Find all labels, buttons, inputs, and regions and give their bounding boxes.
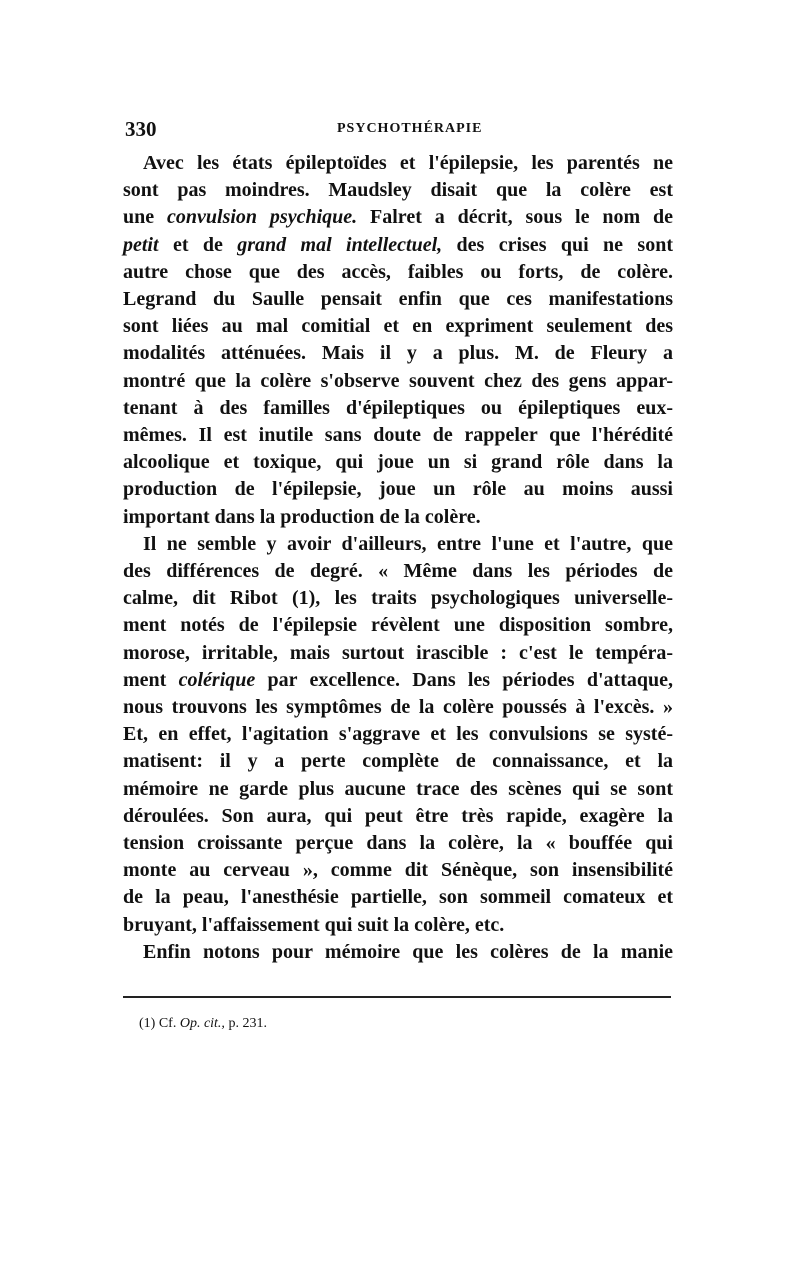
text-line: sont liées au mal comitial et en expriment seulement des xyxy=(123,315,673,338)
page-number: 330 xyxy=(125,117,157,141)
text-line: morose, irritable, mais surtout irascible : c'est le tempéra- xyxy=(123,641,673,664)
text-line: Et, en effet, l'agitation s'aggrave et les convulsions se systé- xyxy=(123,723,673,746)
text-line: tension croissante perçue dans la colère, la « bouffée qui xyxy=(123,832,673,855)
footnote-rule xyxy=(123,996,671,998)
text-line: monte au cerveau », comme dit Sénèque, son insensibilité xyxy=(123,859,673,882)
text-line: Avec les états épileptoïdes et l'épilepsie, les parentés ne xyxy=(143,152,673,174)
italic-term: petit xyxy=(123,233,159,256)
text-line: bruyant, l'affaissement qui suit la colère, etc. xyxy=(123,913,505,936)
text-line: important dans la production de la colère. xyxy=(123,505,481,528)
text-line: montré que la colère s'observe souvent chez des gens appar- xyxy=(123,369,673,392)
text-line: autre chose que des accès, faibles ou forts, de colère. xyxy=(123,260,673,283)
text-line: de la peau, l'anesthésie partielle, son sommeil comateux et xyxy=(123,886,673,909)
footnote-marker: (1) xyxy=(139,1016,156,1031)
text-line: tenant à des familles d'épileptiques ou épileptiques eux- xyxy=(123,396,673,419)
text-line: mémoire ne garde plus aucune trace des scènes qui se sont xyxy=(123,777,673,800)
text-line: sont pas moindres. Maudsley disait que la colère est xyxy=(123,179,673,202)
text-line: des différences de degré. « Même dans les périodes de xyxy=(123,560,673,583)
text-line: Il ne semble y avoir d'ailleurs, entre l'une et l'autre, que xyxy=(143,532,673,555)
paragraph-2 xyxy=(123,531,673,939)
text-line: alcoolique et toxique, qui joue un si grand rôle dans la xyxy=(123,451,673,474)
running-title: PSYCHOTHÉRAPIE xyxy=(337,121,483,136)
text-line: nous trouvons les symptômes de la colère poussés à l'excès. » xyxy=(123,696,673,719)
text-line: Legrand du Saulle pensait enfin que ces manifestations xyxy=(123,288,673,311)
italic-term: colérique xyxy=(178,668,256,691)
text-line: déroulées. Son aura, qui peut être très rapide, exagère la xyxy=(123,804,673,827)
text-line: ment notés de l'épilepsie révèlent une disposition sombre, xyxy=(123,614,673,637)
text-line: calme, dit Ribot (1), les traits psychologiques universelle- xyxy=(123,587,673,610)
text-line: ment colérique par excellence. Dans les périodes d'attaque, xyxy=(123,668,673,691)
italic-term: convulsion psychique. xyxy=(167,206,358,229)
text-line: Enfin notons pour mémoire que les colères de la manie xyxy=(143,940,673,963)
text-line: mêmes. Il est inutile sans doute de rappeler que l'hérédité xyxy=(123,424,673,447)
text-line: une convulsion psychique. Falret a décrit, sous le nom de xyxy=(123,206,674,229)
text-line: production de l'épilepsie, joue un rôle au moins aussi xyxy=(123,478,673,501)
footnote: (1) Cf. Op. cit., p. 231. xyxy=(139,1016,267,1031)
text-line: matisent: il y a perte complète de connaissance, et la xyxy=(123,750,673,773)
paragraph-3 xyxy=(123,939,673,966)
text-line: petit et de grand mal intellectuel, des crises qui ne sont xyxy=(123,233,674,256)
text-line: modalités atténuées. Mais il y a plus. M. de Fleury a xyxy=(123,342,673,365)
italic-term: grand mal intellectuel, xyxy=(237,233,443,256)
text-block xyxy=(123,150,673,966)
paragraph-1 xyxy=(123,150,673,531)
italic-term: Op. cit., xyxy=(179,1016,225,1031)
